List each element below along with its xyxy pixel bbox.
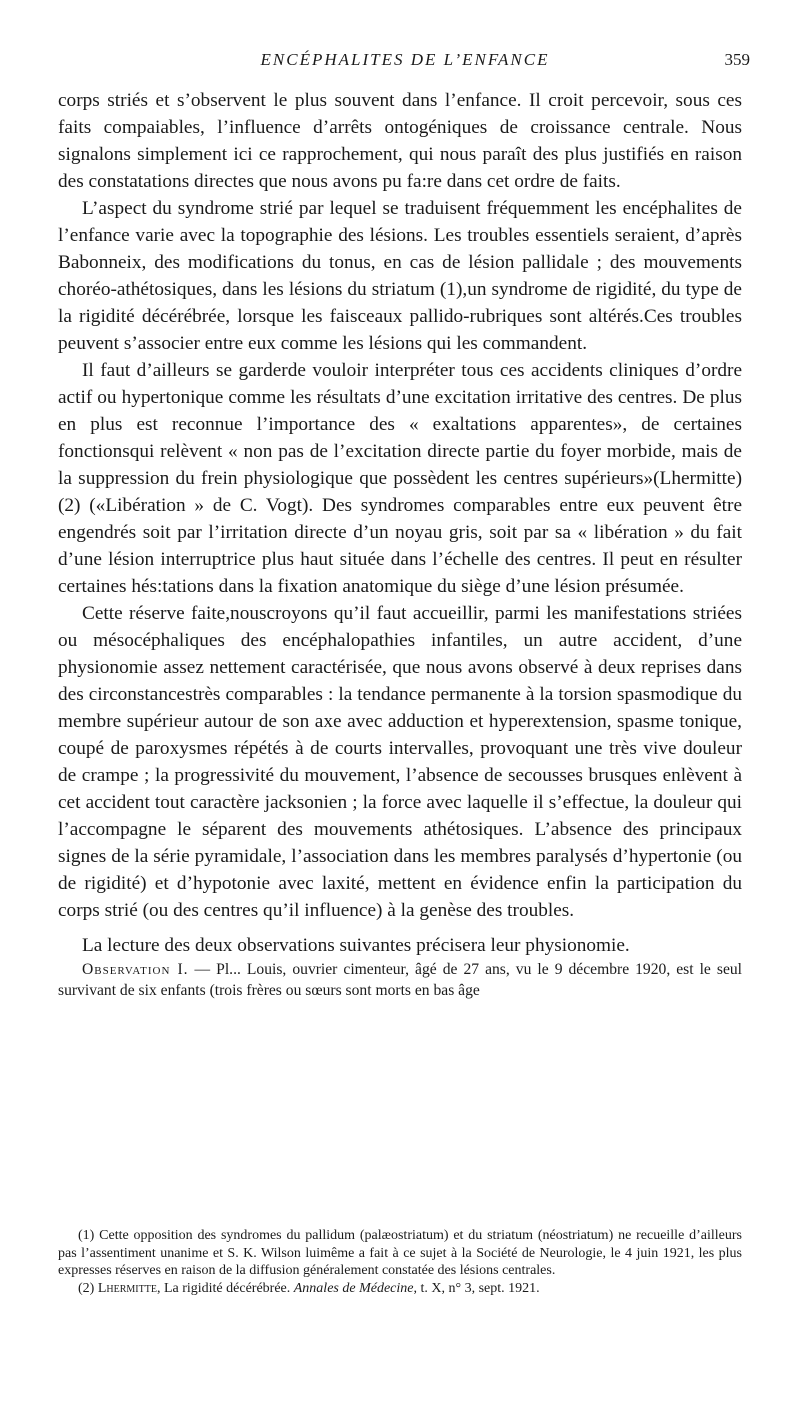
observation-text: — Pl... Louis, ouvrier cimenteur, âgé de 27 ans, vu le 9 décembre 1920, est le seul survivant de six enfants (trois frères ou sœurs sont morts en bas âge — [58, 961, 742, 999]
page-header — [60, 50, 750, 74]
observation-label: Observation I. — [82, 961, 189, 978]
footnote-2-journal: Annales de Médecine — [293, 1280, 414, 1296]
footnote-1: (1) Cette opposition des syndromes du pallidum (palæostriatum) et du striatum (néostriatum) ne recueille d’ailleurs pas l’assentiment unanime et S. K. Wilson luimême a fait à ce sujet à la Société de Neurologie, le 4 juin 1921, les plus expresses réserves en raison de la diffusion généralement constatée des lésions centrales. — [58, 1228, 742, 1278]
page-number: 359 — [724, 50, 750, 69]
closing-sentence: La lecture des deux observations suivantes précisera leur physionomie. — [82, 935, 630, 956]
observation-1 — [58, 959, 742, 1001]
paragraph-2: L’aspect du syndrome strié par lequel se traduisent fréquemment les encéphalites de l’enfance varie avec la topographie des lésions. Les troubles essentiels seraient, d’après Babonneix, des modifications du tonus, en cas de lésion pallidale ; des mouvements choréo-athétosiques, dans les lésions du striatum (1),un syndrome de rigidité, du type de la rigidité décérébrée, lorsque les faisceaux pallido-rubriques sont altérés.Ces troubles peuvent s’associer entre eux comme les lésions qui les commandent. — [58, 198, 742, 354]
footnote-2 — [58, 1280, 742, 1298]
paragraph-4: Cette réserve faite,nouscroyons qu’il faut accueillir, parmi les manifestations striées ou mésocéphaliques des encéphalopathies infantiles, un autre accident, d’une physionomie assez nettement caractérisée, que nous avons observé à deux reprises dans des circonstancestrès comparables : la tendance permanente à la torsion spasmodique du membre supérieur autour de son axe avec adduction et hyperextension, spasme tonique, coupé de paroxysmes répétés à de courts intervalles, provoquant une très vive douleur de crampe ; la progressivité du mouvement, l’absence de secousses brusques enlèvent à cet accident tout caractère jacksonien ; la force avec laquelle il s’effectue, la douleur qui l’accompagne le séparent des mouvements athétosiques. L’absence des principaux signes de la série pyramidale, l’association dans les membres paralysés d’hypertonie (ou de rigidité) et d’hypotonie avec laxité, mettent en évidence enfin la participation du corps strié (ou des centres qu’il influence) à la genèse des troubles. — [58, 603, 742, 921]
running-title: ENCÉPHALITES DE L’ENFANCE — [260, 50, 550, 69]
footnote-2-number: (2) — [78, 1280, 98, 1296]
footnotes — [58, 1227, 742, 1297]
paragraph-1: corps striés et s’observent le plus souvent dans l’enfance. Il croit percevoir, sous ces faits compaiables, l’influence d’arrêts ontogéniques de croissance centrale. Nous signalons simplement ici ce rapprochement, qui nous paraît des plus justifiés en raison des constatations directes que nous avons pu fa:re dans cet ordre de faits. — [58, 90, 742, 192]
body-text — [58, 87, 742, 1001]
paragraph-3: Il faut d’ailleurs se garderde vouloir interpréter tous ces accidents cliniques d’ordre actif ou hypertonique comme les résultats d’une excitation irritative des centres. De plus en plus est reconnue l’importance des « exaltations apparentes», de certaines fonctionsqui relèvent « non pas de l’excitation directe partie du foyer morbide, mais de la suppression du frein physiologique que possèdent les centres supérieurs»(Lhermitte)(2) («Libération » de C. Vogt). Des syndromes comparables entre eux peuvent être engendrés soit par l’irritation directe d’un noyau gris, soit par sa « libération » du fait d’une lésion interruptrice plus haut située dans l’échelle des centres. Il peut en résulter certaines hés:tations dans la fixation anatomique du siège d’une lésion présumée. — [58, 360, 742, 597]
footnote-2-reference: , t. X, n° 3, sept. 1921. — [413, 1280, 540, 1296]
footnote-2-title: , La rigidité décérébrée. — [156, 1280, 294, 1296]
footnote-2-author: Lhermitte — [97, 1280, 157, 1296]
